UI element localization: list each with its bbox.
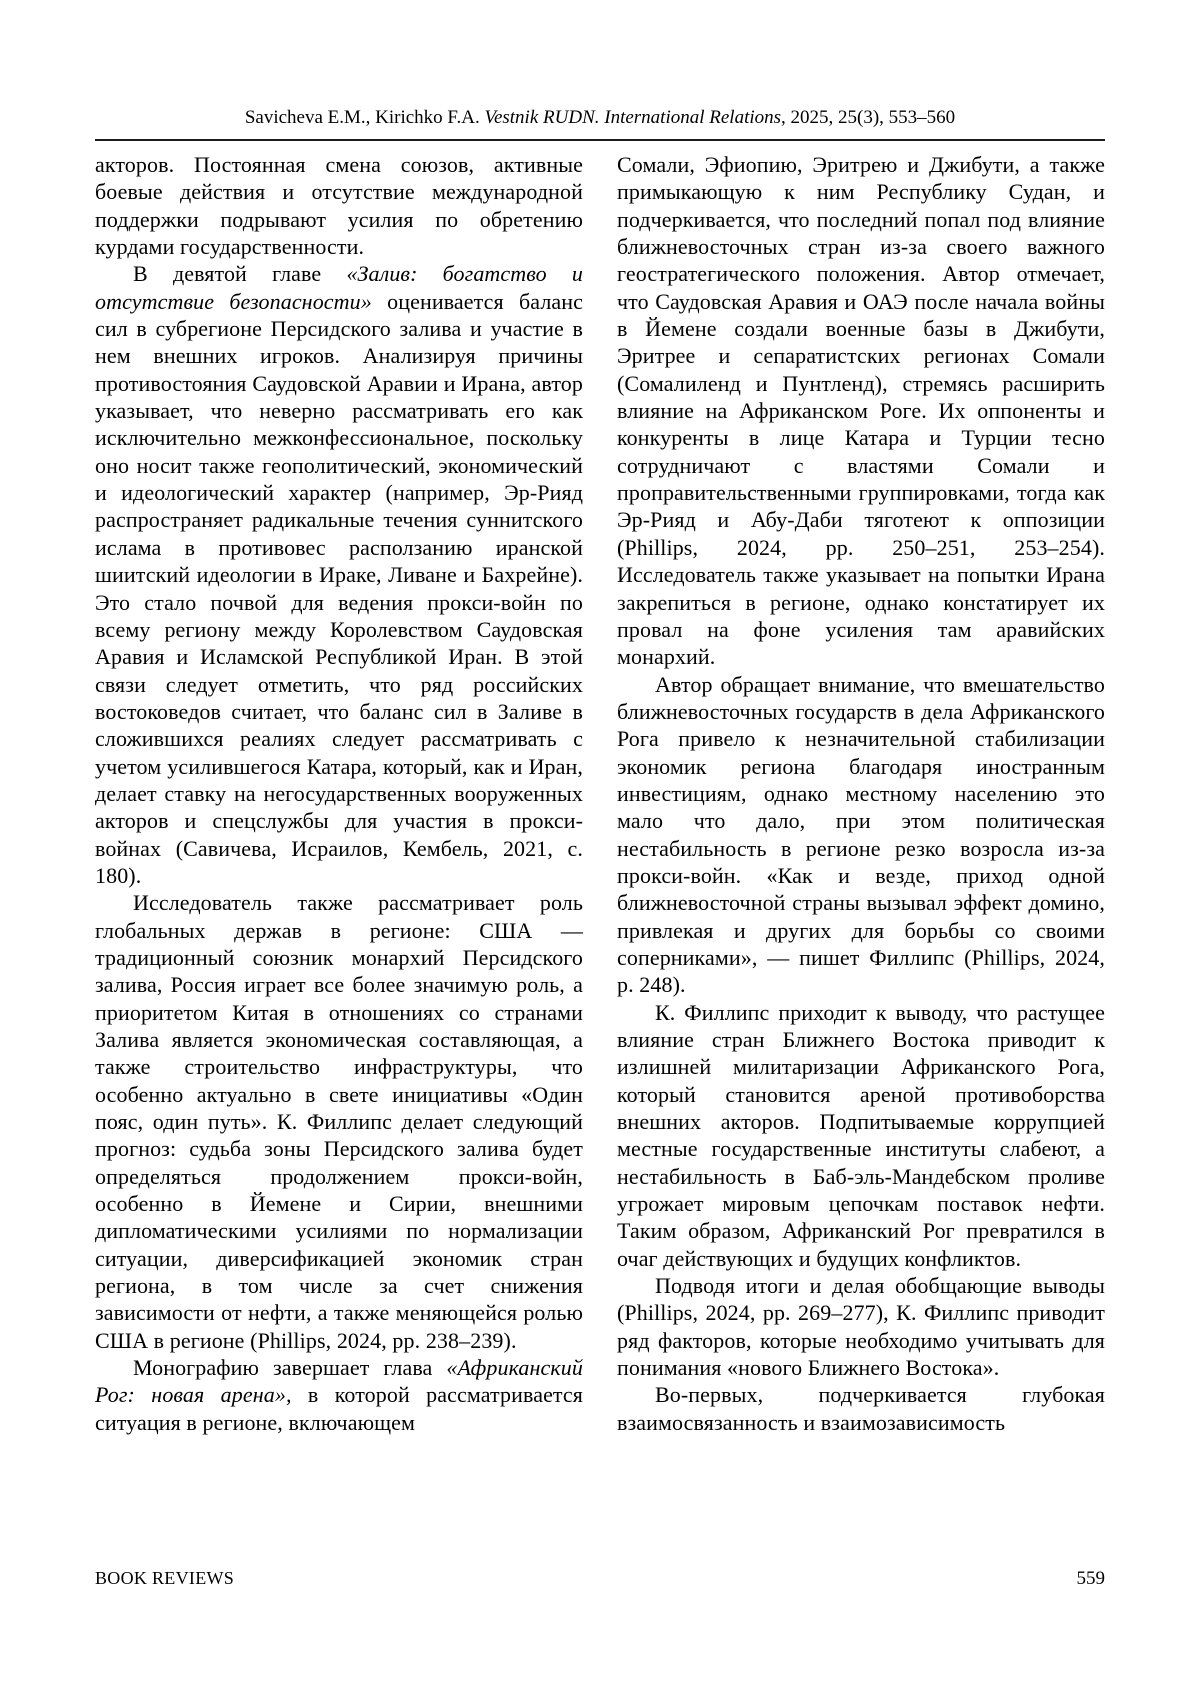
paragraph-text: Сомали, Эфиопию, Эритрею и Джибути, а также примыкающую к ним Республику Судан, и подчеркивается, что последний попал под влияние ближневосточных стран из-за своего важного геостратегического положения. Автор отмечает, что Саудовская Аравия и ОАЭ после начала войны в Йемене создали военные базы в Джибути, Эритрее и сепаратистских регионах Сомали (Сомалиленд и Пунтленд), стремясь расширить влияние на Африканском Роге. Их оппоненты и конкуренты в лице Катара и Турции тесно сотрудничают с властями Сомали и проправительственными группировками, тогда как Эр-Рияд и Абу-Даби тяготеют к оппозиции (Phillips, 2024, pp. 250–251, 253–254). Исследователь также указывает на попытки Ирана закрепиться в регионе, однако констатирует их провал на фоне усиления там аравийских монархий. [617,152,1105,670]
paragraph-text: Во-первых, подчеркивается глубокая взаимосвязанность и взаимозависимость [617,1382,1105,1435]
paragraph [95,260,583,889]
paragraph [95,1354,583,1436]
page-footer [95,1568,1105,1590]
paragraph-text: В девятой главе [133,261,347,287]
paragraph-text: в которой рассматривается ситуация в регионе, включающем [95,1382,583,1435]
paragraph [617,151,1105,671]
header-journal-title: Vestnik RUDN. International Relations [484,107,782,128]
chapter-title-italic: «Залив: богатство и отсутствие безопасности» [95,261,583,314]
article-body [95,151,1105,1436]
header-rule [95,139,1105,141]
paragraph-text: оценивается баланс сил в субрегионе Персидского залива и участие в нем внешних игроков. Анализируя причины противостояния Саудовской Аравии и Ирана, автор указывает, что неверно рассматривать его как исключительно межконфессиональное, поскольку оно носит также геополитический, экономический и идеологический характер (например, Эр-Рияд распространяет радикальные течения суннитского ислама в противовес расползанию иранской шиитский идеологии в Ираке, Ливане и Бахрейне). Это стало почвой для ведения прокси-войн по всему региону между Королевством Саудовская Аравия и Исламской Республикой Иран. В этой связи следует отметить, что ряд российских востоковедов считает, что баланс сил в Заливе в сложившихся реалиях следует рассматривать с учетом усилившегося Катара, который, как и Иран, делает ставку на негосударственных вооруженных акторов и спецслужбы для участия в прокси-войнах (Савичева, Исраилов, Кембель, 2021, с. 180). [95,288,584,888]
paragraph [95,889,583,1354]
header-issue-info: , 2025, 25(3), 553–560 [781,107,956,128]
header-authors: Savicheva E.M., Kirichko F.A. [244,107,485,128]
chapter-title-italic: «Африканский Рог: новая арена», [95,1355,583,1408]
right-column [617,151,1105,1436]
paragraph [95,151,583,260]
paragraph-text: К. Филлипс приходит к выводу, что растущее влияние стран Ближнего Востока приводит к излишней милитаризации Африканского Рога, который становится ареной противоборства внешних акторов. Подпитываемые коррупцией местные государственные институты слабеют, а нестабильность в Баб-эль-Мандебском проливе угрожает мировым цепочкам поставок нефти. Таким образом, Африканский Рог превратился в очаг действующих и будущих конфликтов. [617,999,1105,1271]
paragraph [617,999,1105,1272]
left-column [95,151,583,1436]
paragraph-text: Монографию завершает глава [133,1355,447,1381]
paragraph-text: Подводя итоги и делая обобщающие выводы (Phillips, 2024, pp. 269–277), К. Филлипс приводит ряд факторов, которые необходимо учитывать для понимания «нового Ближнего Востока». [617,1273,1105,1381]
page-number: 559 [1076,1568,1105,1589]
paragraph-text: Автор обращает внимание, что вмешательство ближневосточных государств в дела Африканского Рога привело к незначительной стабилизации экономик региона благодаря иностранным инвестициям, однако местному населению это мало что дало, при этом политическая нестабильность в регионе резко возросла из-за прокси-войн. «Как и везде, приход одной ближневосточной страны вызывал эффект домино, привлекая и других для борьбы со своими соперниками», — пишет Филлипс (Phillips, 2024, p. 248). [617,671,1105,998]
paragraph-text: Исследователь также рассматривает роль глобальных держав в регионе: США — традиционный союзник монархий Персидского залива, Россия играет все более значимую роль, а приоритетом Китая в отношениях со странами Залива является экономическая составляющая, а также строительство инфраструктуры, что особенно актуально в свете инициативы «Один пояс, один путь». К. Филлипс делает следующий прогноз: судьба зоны Персидского залива будет определяться продолжением прокси-войн, особенно в Йемене и Сирии, внешними дипломатическими усилиями по нормализации ситуации, диверсификацией экономик стран региона, в том числе за счет снижения зависимости от нефти, а также меняющейся ролью США в регионе (Phillips, 2024, pp. 238–239). [95,890,583,1353]
paragraph [617,1381,1105,1436]
footer-section-title: BOOK REVIEWS [95,1568,235,1588]
paragraph [617,671,1105,999]
paragraph [617,1272,1105,1381]
running-header [95,106,1105,130]
paragraph-text: акторов. Постоянная смена союзов, активные боевые действия и отсутствие международной поддержки подрывают усилия по обретению курдами государственности. [95,152,583,260]
